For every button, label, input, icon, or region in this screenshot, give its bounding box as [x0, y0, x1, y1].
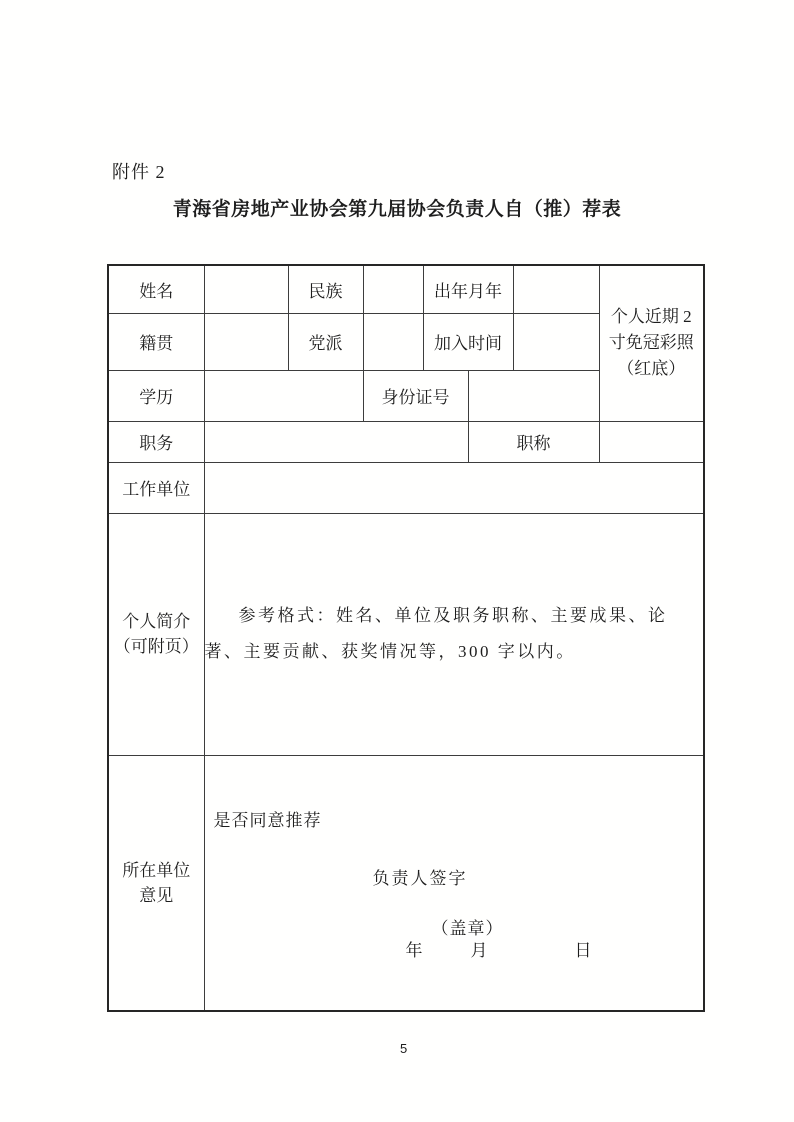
- position-value-cell: [204, 421, 468, 462]
- profile-content-cell: [204, 513, 704, 755]
- ethnicity-label: 民族: [288, 265, 363, 313]
- photo-box: [599, 265, 704, 421]
- date-day-label: 日: [574, 940, 593, 960]
- profile-instructions: 参考格式：姓名、单位及职务职称、主要成果、论著、主要贡献、获奖情况等，300 字以内。: [204, 606, 668, 661]
- photo-note-line3: （红底）: [617, 359, 686, 379]
- party-value-cell: [363, 313, 423, 370]
- unit-opinion-content-cell: [204, 755, 704, 1011]
- row-position: [108, 421, 704, 462]
- name-label: 姓名: [108, 265, 204, 313]
- work-unit-label: 工作单位: [108, 462, 204, 513]
- id-number-label: 身份证号: [363, 370, 468, 421]
- form-title: 青海省房地产业协会第九届协会负责人自（推）荐表: [172, 199, 622, 220]
- row-profile: [108, 513, 704, 755]
- attachment-label: 附件 2: [112, 162, 166, 182]
- work-unit-value-cell: [204, 462, 704, 513]
- unit-opinion-label-line1: 所在单位: [122, 860, 191, 880]
- party-label: 党派: [288, 313, 363, 370]
- row-work-unit: [108, 462, 704, 513]
- position-label: 职务: [108, 421, 204, 462]
- profile-label-line1: 个人简介: [122, 612, 191, 631]
- row-name: [108, 265, 704, 313]
- signature-label: 负责人签字: [372, 868, 468, 888]
- profile-label: [108, 513, 204, 755]
- profile-label-line2: （可附页）: [113, 637, 199, 656]
- agree-recommend-label: 是否同意推荐: [213, 810, 322, 830]
- date-year-label: 年: [405, 940, 424, 960]
- ethnicity-value-cell: [363, 265, 423, 313]
- birth-date-value-cell: [513, 265, 599, 313]
- date-month-label: 月: [470, 940, 489, 960]
- page-number: 5: [400, 1041, 408, 1056]
- native-place-label: 籍贯: [108, 313, 204, 370]
- photo-note-line1: 个人近期 2: [610, 307, 692, 327]
- seal-label: （盖章）: [431, 918, 504, 938]
- join-time-value-cell: [513, 313, 599, 370]
- education-value-cell: [204, 370, 363, 421]
- professional-title-label: 职称: [468, 421, 599, 462]
- row-unit-opinion: [108, 755, 704, 1011]
- native-place-value-cell: [204, 313, 288, 370]
- id-number-value-cell: [468, 370, 599, 421]
- unit-opinion-label: [108, 755, 204, 1011]
- birth-date-label: 出年月年: [423, 265, 513, 313]
- name-value-cell: [204, 265, 288, 313]
- recommendation-form-table: [107, 264, 705, 1012]
- education-label: 学历: [108, 370, 204, 421]
- professional-title-value-cell: [599, 421, 704, 462]
- photo-note-line2: 寸免冠彩照: [608, 333, 694, 353]
- unit-opinion-label-line2: 意见: [139, 885, 174, 905]
- join-time-label: 加入时间: [423, 313, 513, 370]
